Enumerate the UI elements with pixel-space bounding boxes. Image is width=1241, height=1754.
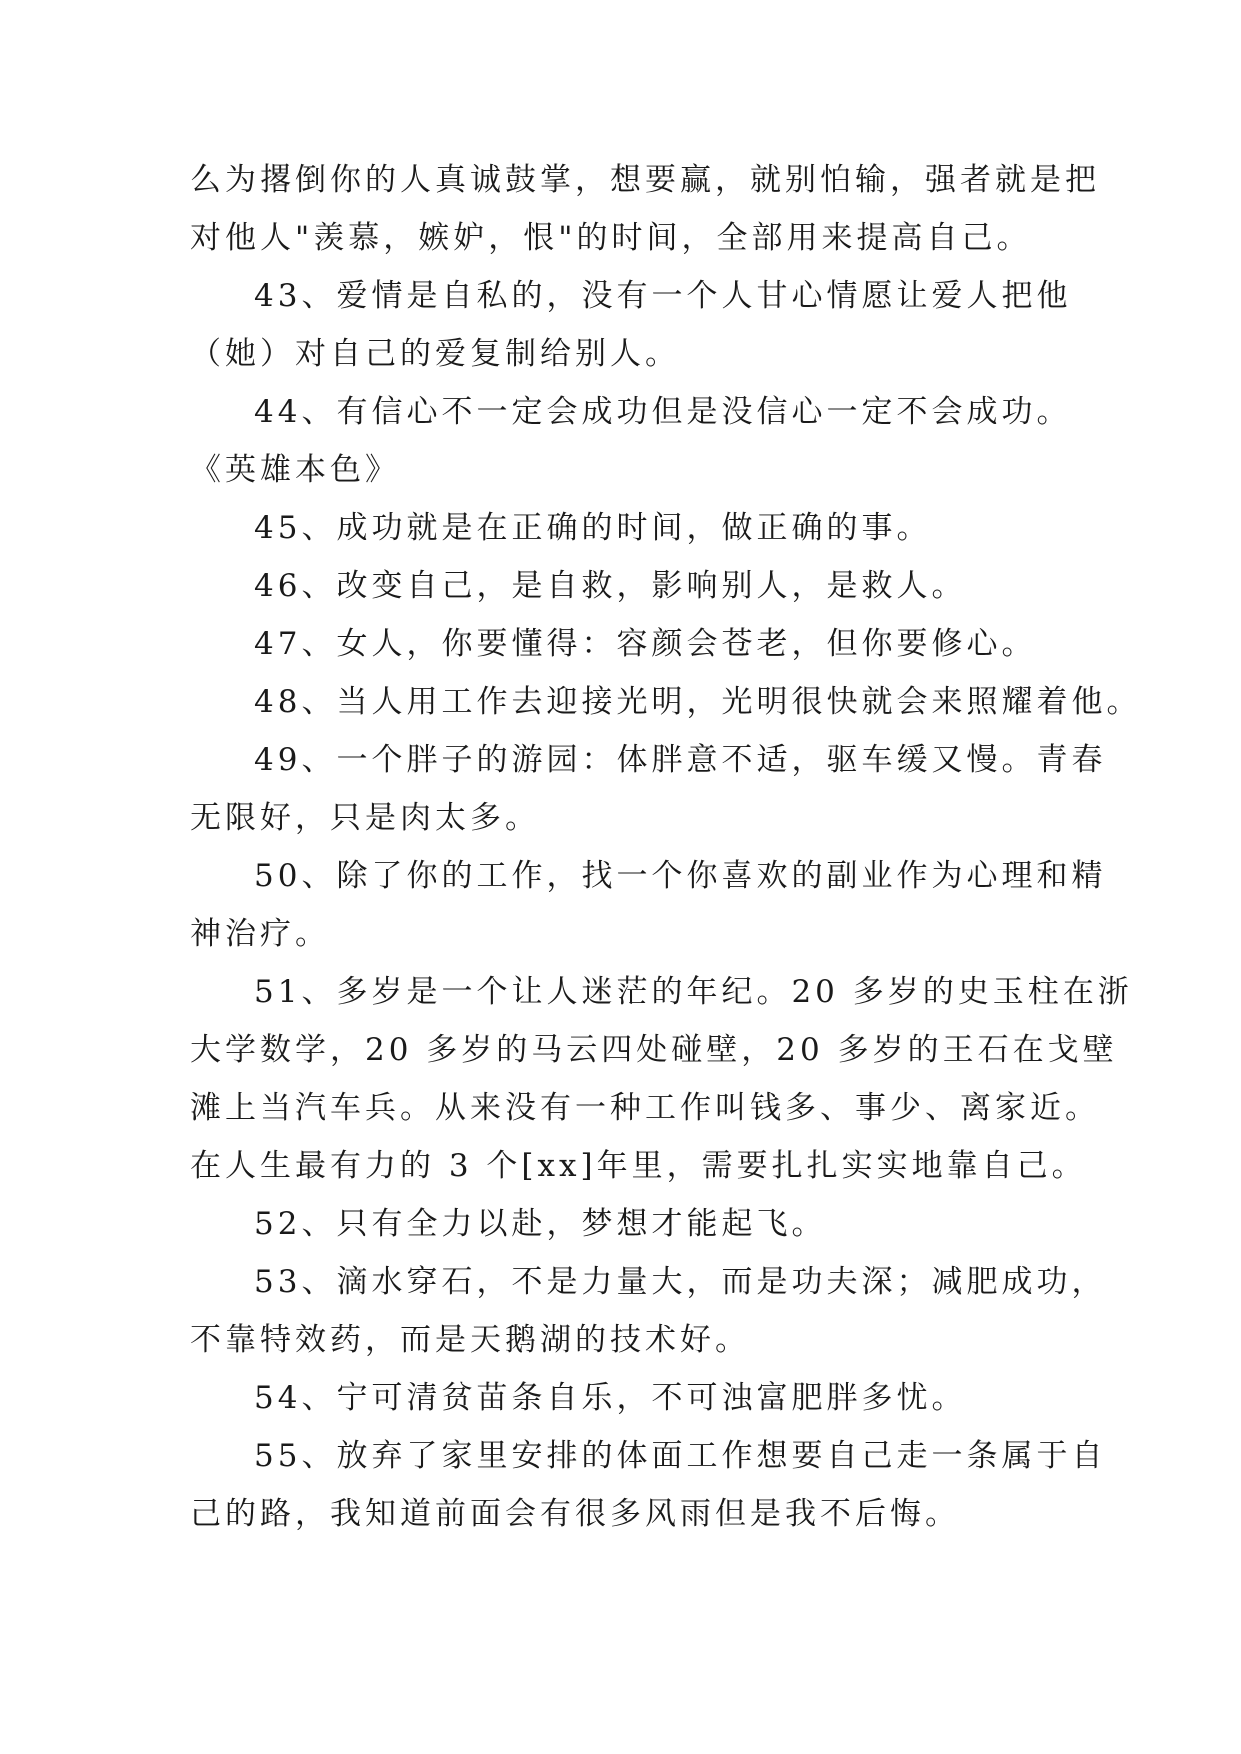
text-line: 51、多岁是一个让人迷茫的年纪。20 多岁的史玉柱在浙 [254, 974, 1133, 1010]
text-line: 不靠特效药，而是天鹅湖的技术好。 [190, 1322, 750, 1358]
text-line: 滩上当汽车兵。从来没有一种工作叫钱多、事少、离家近。 [190, 1090, 1100, 1126]
paragraph-54 [190, 1369, 1060, 1427]
text-line: 49、一个胖子的游园：体胖意不适，驱车缓又慢。青春 [254, 742, 1107, 778]
text-line: （她）对自己的爱复制给别人。 [190, 336, 680, 372]
text-line: 46、改变自己，是自救，影响别人，是救人。 [254, 568, 967, 604]
paragraph-46 [190, 557, 1060, 615]
paragraph-50 [190, 847, 1107, 963]
text-line: 45、成功就是在正确的时间，做正确的事。 [254, 510, 932, 546]
document-body [190, 151, 1142, 1543]
paragraph-51 [190, 963, 1133, 1195]
paragraph-45 [190, 499, 1060, 557]
paragraph-52 [190, 1195, 1060, 1253]
paragraph-49 [190, 731, 1107, 847]
paragraph-47 [190, 615, 1060, 673]
text-line: 52、只有全力以赴，梦想才能起飞。 [254, 1206, 827, 1242]
text-line: 对他人"羡慕，嫉妒，恨"的时间，全部用来提高自己。 [190, 220, 1032, 256]
text-line: 大学数学，20 多岁的马云四处碰壁，20 多岁的王石在戈壁 [190, 1032, 1118, 1068]
text-line: 55、放弃了家里安排的体面工作想要自己走一条属于自 [254, 1438, 1107, 1474]
text-line: 《英雄本色》 [190, 452, 400, 488]
text-line: 44、有信心不一定会成功但是没信心一定不会成功。 [254, 394, 1072, 430]
text-line: 在人生最有力的 3 个[xx]年里，需要扎扎实实地靠自己。 [190, 1148, 1087, 1184]
paragraph-55 [190, 1427, 1107, 1543]
text-line: 么为撂倒你的人真诚鼓掌，想要赢，就别怕输，强者就是把 [190, 162, 1100, 198]
paragraph-48 [190, 673, 1142, 731]
text-line: 53、滴水穿石，不是力量大，而是功夫深；减肥成功， [254, 1264, 1107, 1300]
text-line: 己的路，我知道前面会有很多风雨但是我不后悔。 [190, 1496, 960, 1532]
paragraph-43 [190, 267, 1072, 383]
text-line: 47、女人，你要懂得：容颜会苍老，但你要修心。 [254, 626, 1037, 662]
paragraph-53 [190, 1253, 1107, 1369]
text-line: 43、爱情是自私的，没有一个人甘心情愿让爱人把他 [254, 278, 1072, 314]
text-line: 54、宁可清贫苗条自乐，不可浊富肥胖多忧。 [254, 1380, 967, 1416]
text-line: 48、当人用工作去迎接光明，光明很快就会来照耀着他。 [254, 684, 1142, 720]
text-line: 50、除了你的工作，找一个你喜欢的副业作为心理和精 [254, 858, 1107, 894]
text-line: 神治疗。 [190, 916, 330, 952]
text-line: 无限好，只是肉太多。 [190, 800, 540, 836]
paragraph-continued [190, 151, 1100, 267]
paragraph-44 [190, 383, 1072, 499]
